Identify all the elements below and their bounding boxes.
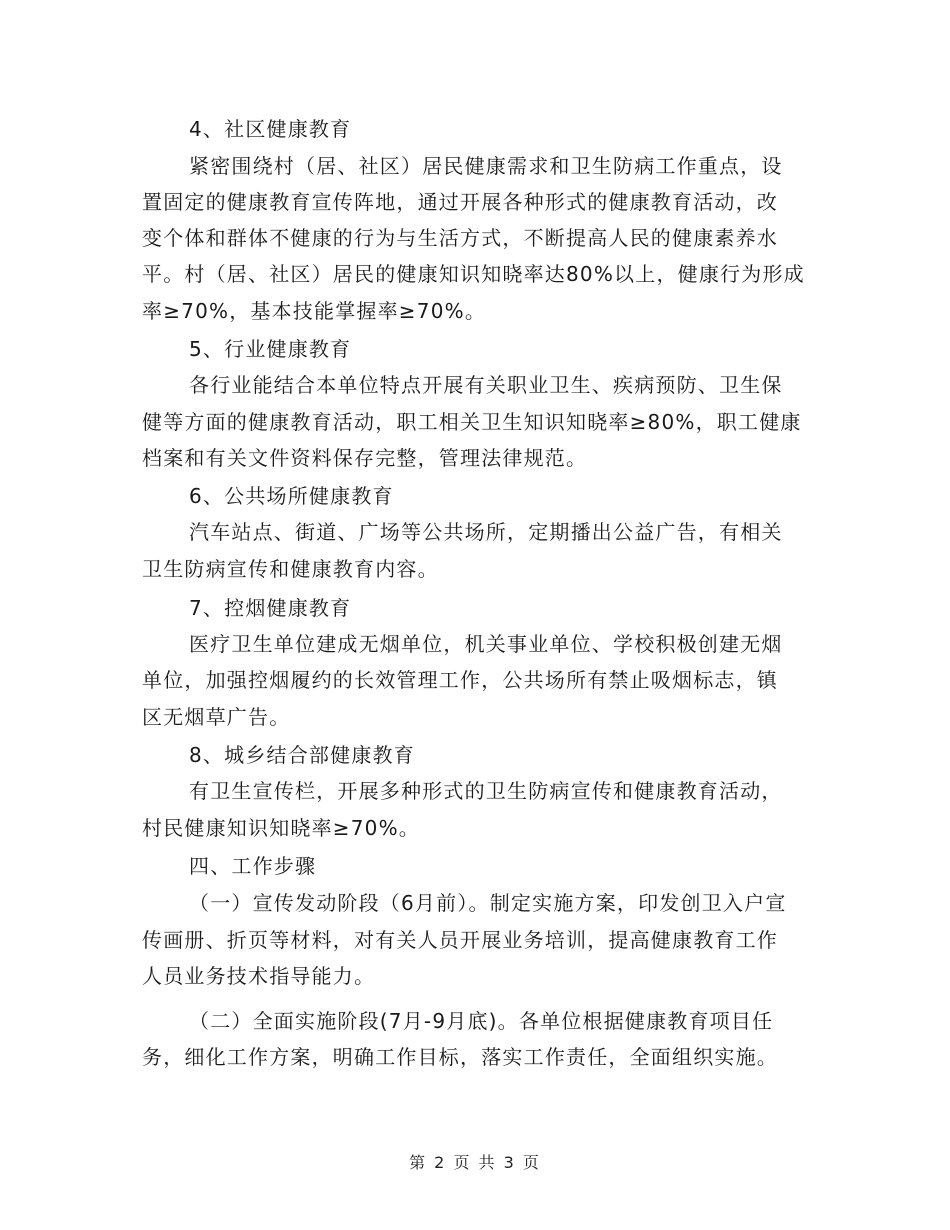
- paragraph-line: 率≥70%，基本技能掌握率≥70%。: [142, 299, 487, 323]
- paragraph-line: 各行业能结合本单位特点开展有关职业卫生、疾病预防、卫生保: [189, 373, 783, 397]
- paragraph-line: 平。村（居、社区）居民的健康知识知晓率达80%以上，健康行为形成: [142, 262, 805, 286]
- paragraph-line: 人员业务技术指导能力。: [142, 964, 376, 988]
- paragraph-line: 村民健康知识知晓率≥70%。: [142, 816, 421, 840]
- paragraph-line: 变个体和群体不健康的行为与生活方式，不断提高人民的健康素养水: [142, 226, 778, 250]
- paragraph-line: 单位，加强控烟履约的长效管理工作，公共场所有禁止吸烟标志，镇: [142, 668, 778, 692]
- page-number-footer: 第 2 页 共 3 页: [409, 1153, 541, 1172]
- paragraph-line: 医疗卫生单位建成无烟单位，机关事业单位、学校积极创建无烟: [189, 632, 783, 656]
- paragraph-line: 健等方面的健康教育活动，职工相关卫生知识知晓率≥80%，职工健康: [142, 410, 802, 434]
- paragraph-line: 务，细化工作方案，明确工作目标，落实工作责任，全面组织实施。: [142, 1045, 778, 1069]
- heading-work-steps: 四、工作步骤: [189, 854, 317, 878]
- heading-urban-rural-fringe-education: 8、城乡结合部健康教育: [189, 743, 415, 767]
- paragraph-line: 置固定的健康教育宣传阵地，通过开展各种形式的健康教育活动，改: [142, 190, 778, 214]
- paragraph-line: 有卫生宣传栏，开展多种形式的卫生防病宣传和健康教育活动，: [189, 779, 783, 803]
- paragraph-line: （一）宣传发动阶段（6月前）。制定实施方案，印发创卫入户宣: [189, 891, 787, 915]
- paragraph-line: 档案和有关文件资料保存完整，管理法律规范。: [142, 446, 588, 470]
- paragraph-line: （二）全面实施阶段(7月-9月底)。各单位根据健康教育项目任: [189, 1009, 774, 1033]
- heading-industry-health-education: 5、行业健康教育: [189, 337, 352, 361]
- paragraph-line: 紧密围绕村（居、社区）居民健康需求和卫生防病工作重点，设: [189, 154, 783, 178]
- paragraph-line: 汽车站点、街道、广场等公共场所，定期播出公益广告，有相关: [189, 520, 783, 544]
- paragraph-line: 传画册、折页等材料，对有关人员开展业务培训，提高健康教育工作: [142, 928, 778, 952]
- heading-public-places-health-education: 6、公共场所健康教育: [189, 484, 394, 508]
- heading-community-health-education: 4、社区健康教育: [189, 117, 352, 141]
- paragraph-line: 区无烟草广告。: [142, 705, 291, 729]
- paragraph-line: 卫生防病宣传和健康教育内容。: [142, 557, 439, 581]
- heading-tobacco-control-education: 7、控烟健康教育: [189, 596, 352, 620]
